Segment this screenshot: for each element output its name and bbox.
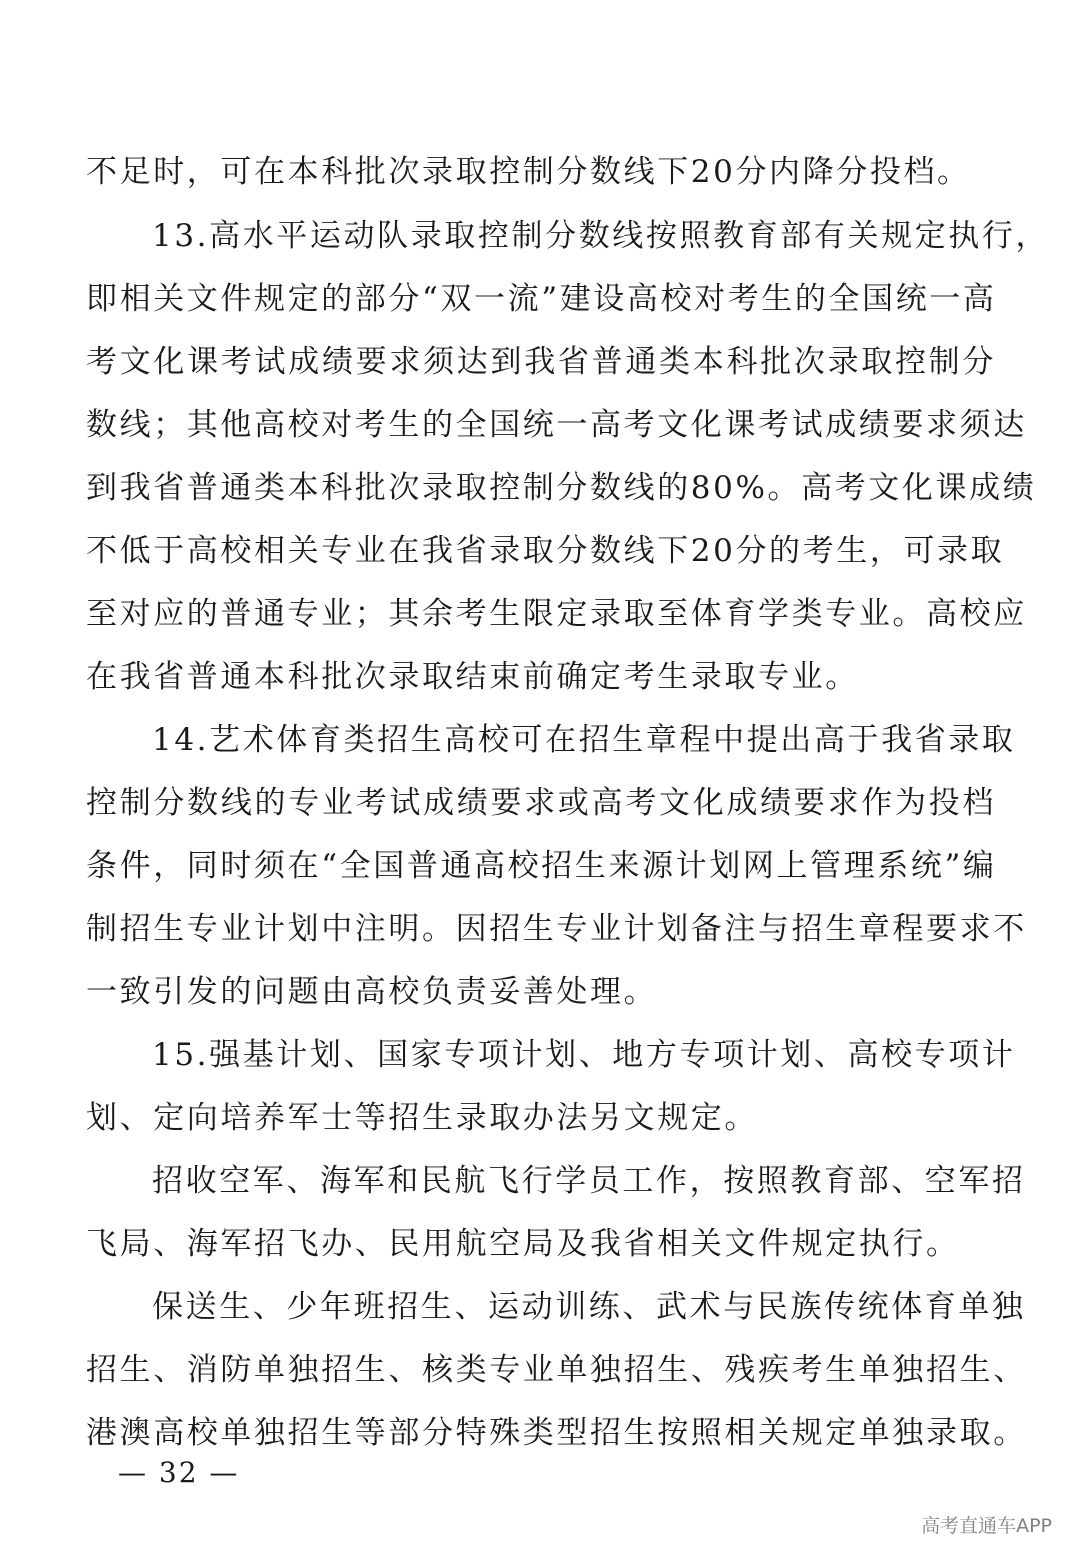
text-line: 考文化课考试成绩要求须达到我省普通类本科批次录取控制分: [86, 344, 996, 380]
text-line: 15.强基计划、国家专项计划、地方专项计划、高校专项计: [152, 1037, 1016, 1073]
text-line: 14.艺术体育类招生高校可在招生章程中提出高于我省录取: [152, 722, 1016, 758]
text-line: 保送生、少年班招生、运动训练、武术与民族传统体育单独: [152, 1289, 1026, 1325]
text-line: 在我省普通本科批次录取结束前确定考生录取专业。: [86, 659, 859, 695]
text-line: 即相关文件规定的部分“双一流”建设高校对考生的全国统一高: [86, 281, 997, 317]
page-number: — 32 —: [118, 1456, 240, 1489]
text-line: 条件，同时须在“全国普通高校招生来源计划网上管理系统”编: [86, 848, 997, 884]
text-line: 至对应的普通专业；其余考生限定录取至体育学类专业。高校应: [86, 596, 1027, 632]
text-line: 招生、消防单独招生、核类专业单独招生、残疾考生单独招生、: [86, 1352, 1027, 1388]
text-line: 划、定向培养军士等招生录取办法另文规定。: [86, 1100, 758, 1136]
text-line: 到我省普通类本科批次录取控制分数线的80%。高考文化课成绩: [86, 470, 1037, 506]
text-line: 一致引发的问题由高校负责妥善处理。: [86, 974, 658, 1010]
text-line: 制招生专业计划中注明。因招生专业计划备注与招生章程要求不: [86, 911, 1027, 947]
text-line: 13.高水平运动队录取控制分数线按照教育部有关规定执行，: [152, 218, 1050, 254]
text-line: 数线；其他高校对考生的全国统一高考文化课考试成绩要求须达: [86, 407, 1027, 443]
text-line: 飞局、海军招飞办、民用航空局及我省相关文件规定执行。: [86, 1226, 960, 1262]
text-line: 不足时，可在本科批次录取控制分数线下20分内降分投档。: [86, 154, 971, 190]
text-line: 控制分数线的专业考试成绩要求或高考文化成绩要求作为投档: [86, 785, 996, 821]
app-watermark: 高考直通车APP: [921, 1515, 1052, 1537]
text-line: 招收空军、海军和民航飞行学员工作，按照教育部、空军招: [152, 1163, 1026, 1199]
text-line: 不低于高校相关专业在我省录取分数线下20分的考生，可录取: [86, 533, 1005, 569]
text-line: 港澳高校单独招生等部分特殊类型招生按照相关规定单独录取。: [86, 1415, 1027, 1451]
